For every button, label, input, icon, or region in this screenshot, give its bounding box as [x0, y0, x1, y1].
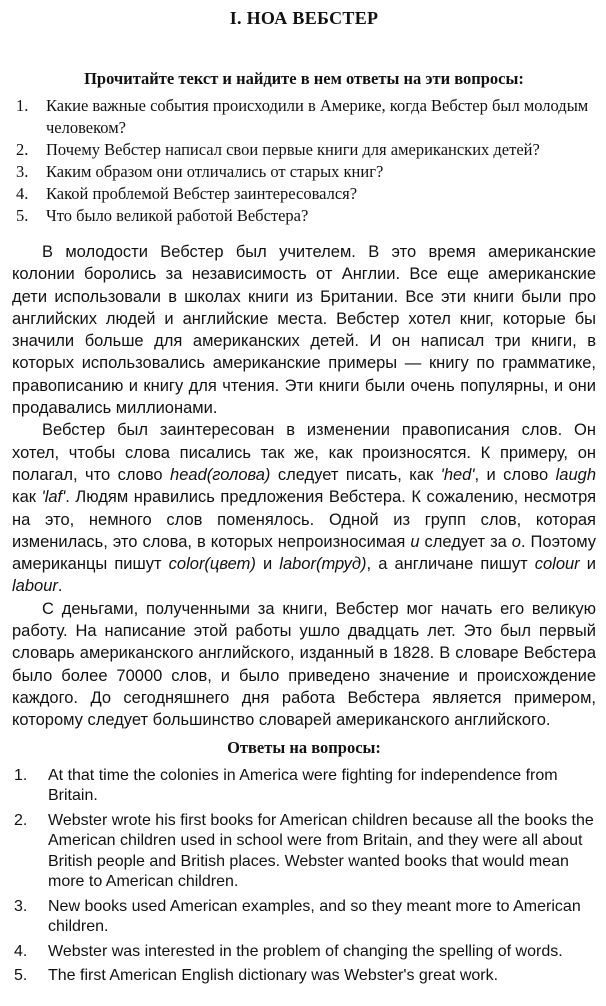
page-title: I. НОА ВЕБСТЕР	[229, 8, 379, 28]
reading-text	[12, 241, 596, 732]
questions-list	[12, 95, 596, 227]
answer-item: 3. New books used American examples, and so they meant more to American children.	[14, 897, 581, 936]
answers-list	[12, 766, 596, 987]
question-item: 4. Какой проблемой Вебстер заинтересовался?	[16, 184, 358, 203]
answer-item: 5. The first American English dictionary was Webster's great work.	[14, 967, 499, 985]
answer-item: 4. Webster was interested in the problem of changing the spelling of words.	[14, 942, 563, 960]
paragraph-2: Вебстер был заинтересован в изменении правописания слов. Он хотел, чтобы слова писались так же, как произносятся. К примеру, он полагал, что слово head(голова) следует писать, как 'hed', и слово laugh как 'laf'. Людям нравились предложения Вебстера. К сожалению, несмотря на это, немного слов поменялось. Одной из групп слов, которая изменилась, это слова, в которых непроизносимая u следует за o. Поэтому американцы пишут color(цвет) и labor(труд), а англичане пишут colour и labour.	[12, 421, 597, 596]
question-item: 1. Какие важные события происходили в Америке, когда Вебстер был молодым человеком?	[16, 96, 589, 137]
answer-item: 1. At that time the colonies in America were fighting for independence from Britain.	[14, 766, 558, 805]
paragraph-1: В молодости Вебстер был учителем. В это время американские колонии боролись за независимость от Англии. Все еще американские дети использовали в школах книги из Британии. Все эти книги были про английских людей и английские места. Вебстер хотел книг, которые бы значили больше для американских детей. И он написал три книги, в которых использовались американские примеры — книгу по грамматике, правописанию и книгу для чтения. Эти книги были очень популярны, и они продавались миллионами.	[12, 243, 596, 418]
answers-heading: Ответы на вопросы:	[227, 737, 381, 757]
question-item: 3. Каким образом они отличались от старых книг?	[16, 162, 384, 181]
answer-item: 2. Webster wrote his first books for American children because all the books the American children used in school were from Britain, and they were all about British people and British places. Webster wanted books that would mean more to American children.	[14, 811, 594, 891]
question-item: 5. Что было великой работой Вебстера?	[16, 206, 309, 225]
question-item: 2. Почему Вебстер написал свои первые книги для американских детей?	[16, 140, 540, 159]
task-instruction: Прочитайте текст и найдите в нем ответы на эти вопросы:	[84, 69, 524, 88]
paragraph-3: С деньгами, полученными за книги, Вебстер мог начать его великую работу. На написание этой работы ушло двадцать лет. Это был первый словарь американского английского, изданный в 1828. В словаре Вебстера было более 70000 слов, и было приведено значение и происхождение каждого. До сегодняшнего дня работа Вебстера является примером, которому следует большинство словарей американского английского.	[12, 599, 596, 730]
